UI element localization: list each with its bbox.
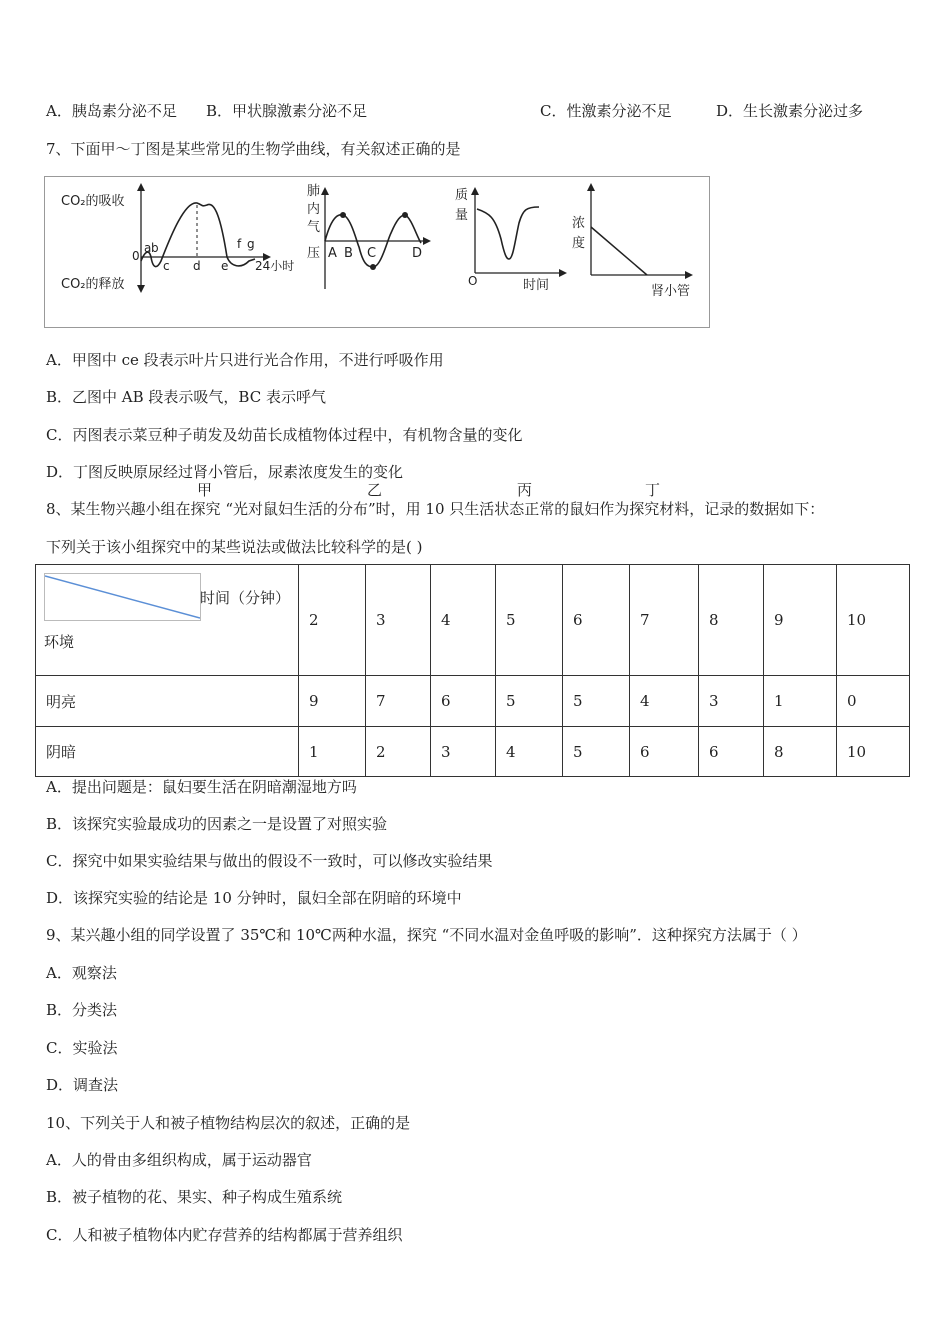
q6-option-d: D．生长激素分泌过多 <box>716 102 864 120</box>
jia-origin: 0 <box>132 249 140 263</box>
caption-ding: 丁 <box>645 481 661 499</box>
yi-ylabel-1: 肺 <box>307 184 321 199</box>
q8-option-b: B．该探究实验最成功的因素之一是设置了对照实验 <box>46 815 388 833</box>
bing-origin: O <box>468 274 478 288</box>
time-cell: 8 <box>699 565 764 676</box>
row-label: 明亮 <box>36 676 299 727</box>
bing-xlabel: 时间 <box>523 278 550 293</box>
yi-point-b: B <box>344 246 353 261</box>
q7-option-a: A．甲图中 ce 段表示叶片只进行光合作用，不进行呼吸作用 <box>46 351 444 369</box>
yi-ylabel-3: 气 <box>307 220 321 235</box>
q6-option-a: A．胰岛素分泌不足 <box>46 102 177 120</box>
q6-option-c: C．性激素分泌不足 <box>540 102 672 120</box>
time-cell: 2 <box>299 565 366 676</box>
bing-ylabel-2: 量 <box>455 208 469 223</box>
q7-option-c: C．丙图表示菜豆种子萌发及幼苗长成植物体过程中，有机物含量的变化 <box>46 426 523 444</box>
q10-option-c: C．人和被子植物体内贮存营养的结构都属于营养组织 <box>46 1226 403 1244</box>
time-cell: 4 <box>431 565 496 676</box>
jia-point-c: c <box>163 259 170 273</box>
q7-option-b: B．乙图中 AB 段表示吸气，BC 表示呼气 <box>46 388 326 406</box>
graph-ding <box>572 183 693 299</box>
q8-option-a: A．提出问题是：鼠妇要生活在阴暗潮湿地方吗 <box>46 778 357 796</box>
q8-stem-1: 8、某生物兴趣小组在探究 “光对鼠妇生活的分布”时，用 10 只生活状态正常的鼠妇作为探究材料，记录的数据如下： <box>46 500 825 518</box>
q8-option-c: C．探究中如果实验结果与做出的假设不一致时，可以修改实验结果 <box>46 852 493 870</box>
q7-stem: 7、下面甲～丁图是某些常见的生物学曲线，有关叙述正确的是 <box>46 140 461 158</box>
table-cell: 9 <box>299 676 366 727</box>
table-cell: 10 <box>837 727 910 777</box>
q9-option-c: C．实验法 <box>46 1039 118 1057</box>
jia-point-e: e <box>221 259 229 273</box>
table-cell: 0 <box>837 676 910 727</box>
table-cell: 4 <box>630 676 699 727</box>
time-cell: 9 <box>764 565 837 676</box>
header-time: 时间（分钟） <box>200 589 291 607</box>
table-cell: 5 <box>496 676 563 727</box>
table-cell: 8 <box>764 727 837 777</box>
header-env: 环境 <box>44 633 75 651</box>
q9-option-a: A．观察法 <box>46 964 117 982</box>
ding-ylabel-1: 浓 <box>572 216 586 231</box>
jia-point-g: g <box>247 237 255 251</box>
jia-label-release: CO₂的释放 <box>61 277 125 292</box>
table-row-bright <box>36 676 910 727</box>
time-cell: 3 <box>366 565 431 676</box>
table-cell: 6 <box>699 727 764 777</box>
q6-option-b: B．甲状腺激素分泌不足 <box>206 102 368 120</box>
yi-ylabel-2: 内 <box>307 202 321 217</box>
yi-point-a: A <box>328 246 337 261</box>
jia-point-d: d <box>193 259 201 273</box>
time-cell: 7 <box>630 565 699 676</box>
table-cell: 7 <box>366 676 431 727</box>
yi-point-d: D <box>412 246 423 261</box>
graph-jia <box>61 183 294 293</box>
jia-point-b: b <box>151 241 159 255</box>
table-cell: 4 <box>496 727 563 777</box>
jia-point-a: a <box>144 241 152 255</box>
caption-bing: 丙 <box>517 481 533 499</box>
yi-ylabel-4: 压 <box>307 246 321 261</box>
q10-option-a: A．人的骨由多组织构成，属于运动器官 <box>46 1151 312 1169</box>
corner-diagonal <box>44 573 201 621</box>
time-cell: 10 <box>837 565 910 676</box>
q8-stem-2: 下列关于该小组探究中的某些说法或做法比较科学的是( ) <box>46 538 423 556</box>
table-cell: 6 <box>431 676 496 727</box>
q10-stem: 10、下列关于人和被子植物结构层次的叙述，正确的是 <box>46 1114 411 1132</box>
bing-ylabel-1: 质 <box>455 188 469 203</box>
graph-yi <box>307 183 431 289</box>
table-cell: 1 <box>299 727 366 777</box>
ding-ylabel-2: 度 <box>572 236 586 251</box>
graph-bing <box>455 187 567 293</box>
jia-label-absorb: CO₂的吸收 <box>61 194 125 209</box>
table-cell: 5 <box>563 676 630 727</box>
q9-option-d: D．调查法 <box>46 1076 119 1094</box>
table-cell: 1 <box>764 676 837 727</box>
q9-stem: 9、某兴趣小组的同学设置了 35℃和 10℃两种水温，探究 “不同水温对金鱼呼吸的影响”．这种探究方法属于（ ） <box>46 926 807 944</box>
jia-point-f: f <box>237 237 242 251</box>
table-cell: 2 <box>366 727 431 777</box>
q8-data-table <box>35 564 910 777</box>
ding-xlabel: 肾小管 <box>651 284 691 299</box>
table-cell: 5 <box>563 727 630 777</box>
table-header-row <box>36 565 910 676</box>
caption-yi: 乙 <box>367 481 383 499</box>
caption-jia: 甲 <box>197 481 213 499</box>
time-cell: 5 <box>496 565 563 676</box>
jia-axis-end: 24小时 <box>255 259 295 273</box>
row-label: 阴暗 <box>36 727 299 777</box>
q9-option-b: B．分类法 <box>46 1001 118 1019</box>
table-corner-cell <box>36 565 299 676</box>
q10-option-b: B．被子植物的花、果实、种子构成生殖系统 <box>46 1188 343 1206</box>
table-cell: 3 <box>699 676 764 727</box>
time-cell: 6 <box>563 565 630 676</box>
q7-option-d: D．丁图反映原尿经过肾小管后，尿素浓度发生的变化 <box>46 463 404 481</box>
table-cell: 3 <box>431 727 496 777</box>
yi-point-c: C <box>367 246 377 261</box>
table-row-dark <box>36 727 910 777</box>
q8-option-d: D．该探究实验的结论是 10 分钟时，鼠妇全部在阴暗的环境中 <box>46 889 462 907</box>
table-cell: 6 <box>630 727 699 777</box>
